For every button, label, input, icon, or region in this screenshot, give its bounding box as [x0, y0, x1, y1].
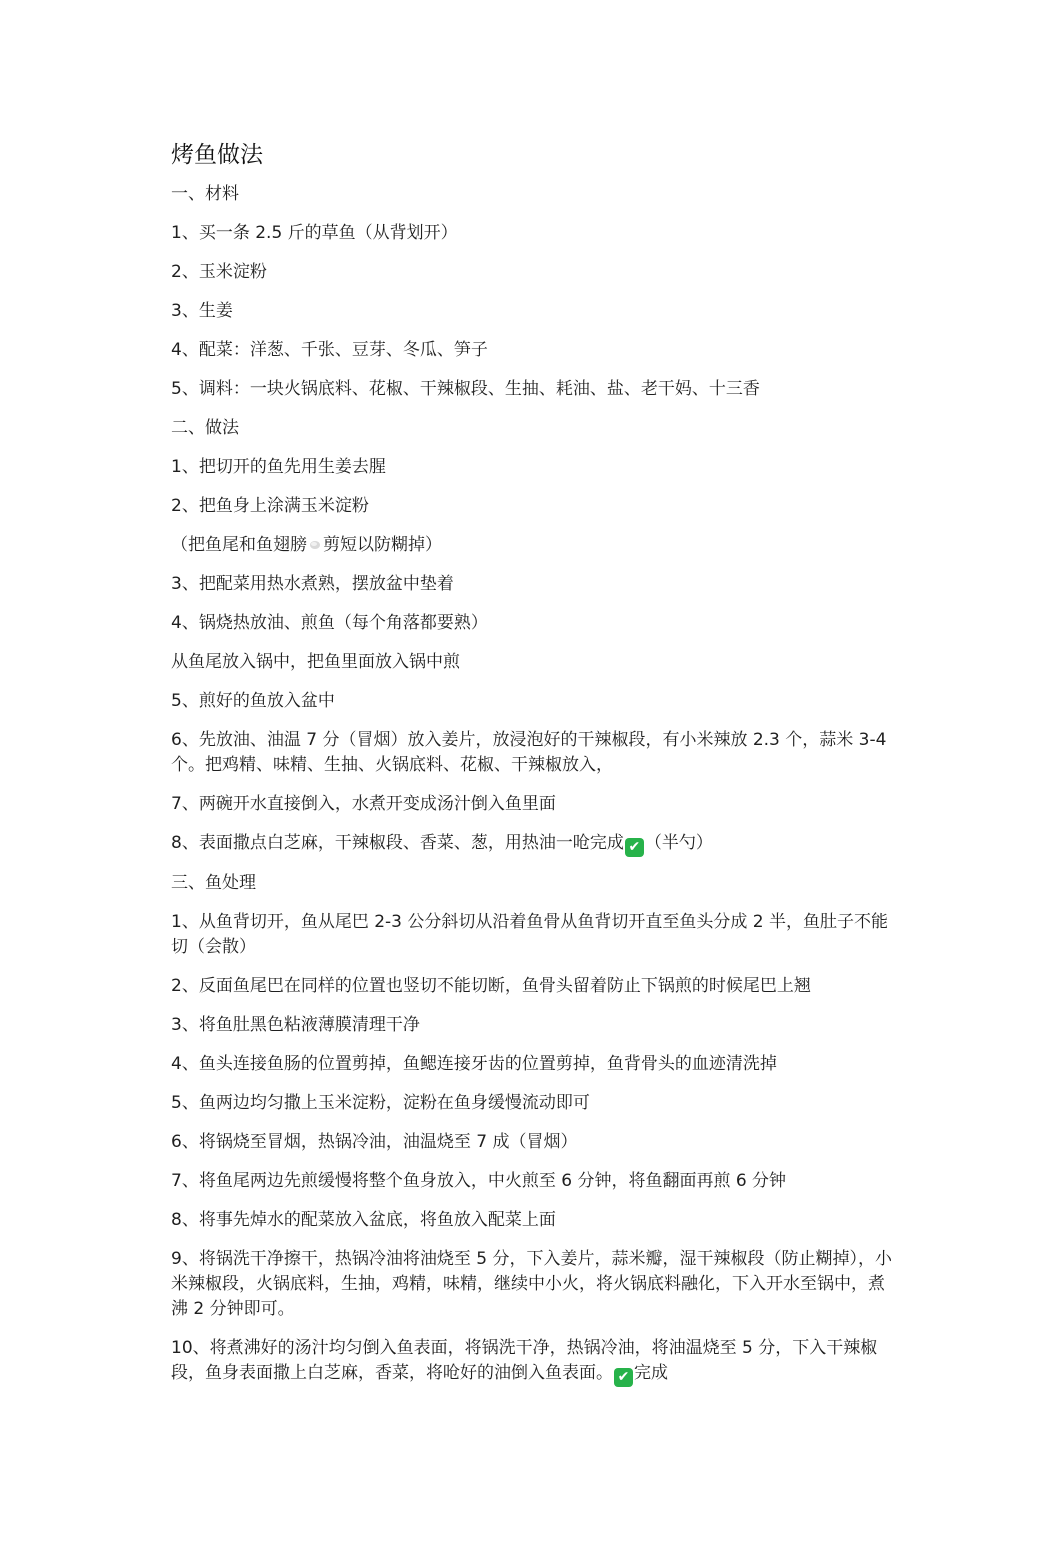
- fish-step: 1、从鱼背切开，鱼从尾巴 2-3 公分斜切从沿着鱼骨从鱼背切开直至鱼头分成 2 半，鱼肚子不能切（会散）: [171, 912, 889, 957]
- material-item: 1、买一条 2.5 斤的草鱼（从背划开）: [171, 223, 458, 243]
- fish-step-text: 完成: [634, 1363, 668, 1383]
- fish-step: 9、将锅洗干净擦干，热锅冷油将油烧至 5 分，下入姜片，蒜米瓣，湿干辣椒段（防止糊掉），小米辣椒段，火锅底料，生抽，鸡精，味精，继续中小火，将火锅底料融化，下入开水至锅中，煮沸 2 分钟即可。: [171, 1249, 892, 1319]
- method-step: 6、先放油、油温 7 分（冒烟）放入姜片，放浸泡好的干辣椒段，有小米辣放 2.3 个，蒜米 3-4 个。把鸡精、味精、生抽、火锅底料、花椒、干辣椒放入，: [171, 730, 887, 775]
- material-item: 3、生姜: [171, 301, 233, 321]
- method-step: 从鱼尾放入锅中，把鱼里面放入锅中煎: [171, 652, 460, 672]
- fish-step: 6、将锅烧至冒烟，热锅冷油，油温烧至 7 成（冒烟）: [171, 1132, 578, 1152]
- material-item: 4、配菜：洋葱、千张、豆芽、冬瓜、笋子: [171, 340, 488, 360]
- section-heading-fish: 三、鱼处理: [171, 873, 256, 893]
- check-icon: ✔: [625, 838, 644, 857]
- method-step-text: （半勺）: [644, 833, 713, 853]
- section-heading-method: 二、做法: [171, 418, 239, 438]
- material-item: 2、玉米淀粉: [171, 262, 267, 282]
- method-step: 2、把鱼身上涂满玉米淀粉: [171, 496, 369, 516]
- fish-step: 4、鱼头连接鱼肠的位置剪掉，鱼鳃连接牙齿的位置剪掉，鱼背骨头的血迹清洗掉: [171, 1054, 777, 1074]
- method-note-text: 剪短以防糊掉）: [323, 535, 442, 555]
- method-note-text: （把鱼尾和鱼翅膀: [171, 535, 307, 555]
- fish-step: 7、将鱼尾两边先煎缓慢将整个鱼身放入，中火煎至 6 分钟，将鱼翻面再煎 6 分钟: [171, 1171, 787, 1191]
- method-step: 5、煎好的鱼放入盆中: [171, 691, 335, 711]
- page-title: 烤鱼做法: [171, 142, 263, 168]
- method-step: 3、把配菜用热水煮熟，摆放盆中垫着: [171, 574, 454, 594]
- fish-step: 5、鱼两边均匀撒上玉米淀粉，淀粉在鱼身缓慢流动即可: [171, 1093, 590, 1113]
- method-step-text: 8、表面撒点白芝麻，干辣椒段、香菜、葱，用热油一呛完成: [171, 833, 624, 853]
- fish-step: 3、将鱼肚黑色粘液薄膜清理干净: [171, 1015, 420, 1035]
- material-item: 5、调料：一块火锅底料、花椒、干辣椒段、生抽、耗油、盐、老干妈、十三香: [171, 379, 760, 399]
- method-note: [171, 533, 893, 558]
- method-step: [171, 831, 893, 857]
- section-heading-materials: 一、材料: [171, 184, 239, 204]
- fish-step: 8、将事先焯水的配菜放入盆底，将鱼放入配菜上面: [171, 1210, 556, 1230]
- recipe-document: [171, 140, 893, 1401]
- scissors-icon: [308, 538, 322, 552]
- fish-step: [171, 1336, 893, 1387]
- check-icon: ✔: [614, 1368, 633, 1387]
- method-step: 4、锅烧热放油、煎鱼（每个角落都要熟）: [171, 613, 488, 633]
- fish-step-text: 10、将煮沸好的汤汁均匀倒入鱼表面，将锅洗干净，热锅冷油，将油温烧至 5 分，下入干辣椒段，鱼身表面撒上白芝麻，香菜，将呛好的油倒入鱼表面。: [171, 1338, 878, 1383]
- method-step: 1、把切开的鱼先用生姜去腥: [171, 457, 386, 477]
- fish-step: 2、反面鱼尾巴在同样的位置也竖切不能切断，鱼骨头留着防止下锅煎的时候尾巴上翘: [171, 976, 811, 996]
- method-step: 7、两碗开水直接倒入，水煮开变成汤汁倒入鱼里面: [171, 794, 556, 814]
